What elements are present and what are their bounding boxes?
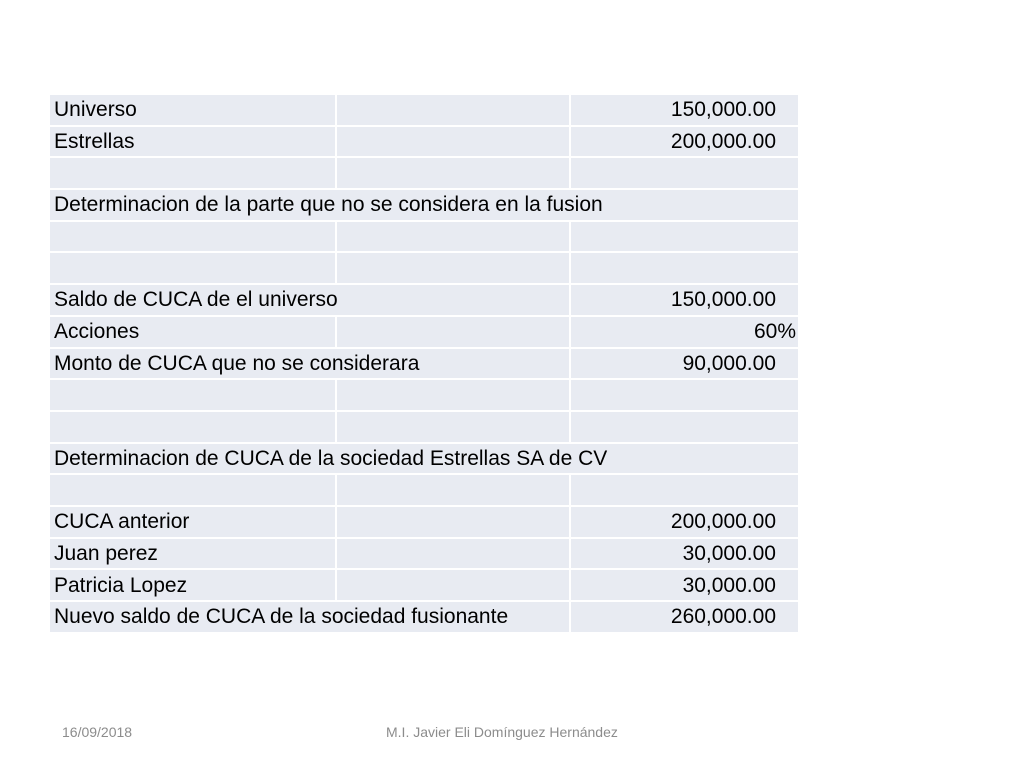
empty-cell	[336, 157, 570, 189]
empty-cell	[336, 252, 570, 284]
row-label	[49, 379, 336, 411]
table-row	[49, 411, 799, 443]
row-label: Saldo de CUCA de el universo	[49, 284, 570, 316]
empty-cell	[336, 569, 570, 601]
cuca-table	[48, 93, 800, 634]
empty-cell	[336, 411, 570, 443]
empty-cell	[336, 221, 570, 253]
table-row	[49, 189, 799, 221]
table-row	[49, 284, 799, 316]
row-label: Patricia Lopez	[49, 569, 336, 601]
footer-author: M.I. Javier Eli Domínguez Hernández	[386, 724, 618, 740]
empty-cell	[336, 316, 570, 348]
row-label	[49, 474, 336, 506]
table-row	[49, 157, 799, 189]
table-row	[49, 348, 799, 380]
table-row	[49, 443, 799, 475]
table-row	[49, 221, 799, 253]
empty-cell	[336, 506, 570, 538]
row-label: Universo	[49, 94, 336, 126]
row-label	[49, 157, 336, 189]
table-row	[49, 538, 799, 570]
row-value: 30,000.00	[570, 569, 799, 601]
row-value	[570, 379, 799, 411]
row-label	[49, 411, 336, 443]
row-value: 60%	[570, 316, 799, 348]
table-row	[49, 569, 799, 601]
table-row	[49, 126, 799, 158]
row-value: 90,000.00	[570, 348, 799, 380]
row-value: 200,000.00	[570, 126, 799, 158]
table-row	[49, 379, 799, 411]
row-value	[570, 221, 799, 253]
table-row	[49, 601, 799, 633]
footer-date: 16/09/2018	[62, 724, 133, 740]
row-label: Monto de CUCA que no se considerara	[49, 348, 570, 380]
empty-cell	[336, 538, 570, 570]
empty-cell	[336, 474, 570, 506]
row-label: Acciones	[49, 316, 336, 348]
row-value	[570, 252, 799, 284]
row-value: 30,000.00	[570, 538, 799, 570]
empty-cell	[336, 126, 570, 158]
table-row	[49, 94, 799, 126]
row-label: Estrellas	[49, 126, 336, 158]
row-label: Nuevo saldo de CUCA de la sociedad fusionante	[49, 601, 570, 633]
row-value: 150,000.00	[570, 94, 799, 126]
table-row	[49, 474, 799, 506]
row-label: CUCA anterior	[49, 506, 336, 538]
table-row	[49, 316, 799, 348]
row-value	[570, 157, 799, 189]
section-heading: Determinacion de la parte que no se considera en la fusion	[49, 189, 799, 221]
empty-cell	[336, 379, 570, 411]
row-value: 200,000.00	[570, 506, 799, 538]
empty-cell	[336, 94, 570, 126]
row-value	[570, 411, 799, 443]
table-row	[49, 252, 799, 284]
row-label	[49, 252, 336, 284]
table-row	[49, 506, 799, 538]
row-value	[570, 474, 799, 506]
row-value: 150,000.00	[570, 284, 799, 316]
row-label: Juan perez	[49, 538, 336, 570]
row-label	[49, 221, 336, 253]
row-value: 260,000.00	[570, 601, 799, 633]
section-heading: Determinacion de CUCA de la sociedad Estrellas SA de CV	[49, 443, 799, 475]
